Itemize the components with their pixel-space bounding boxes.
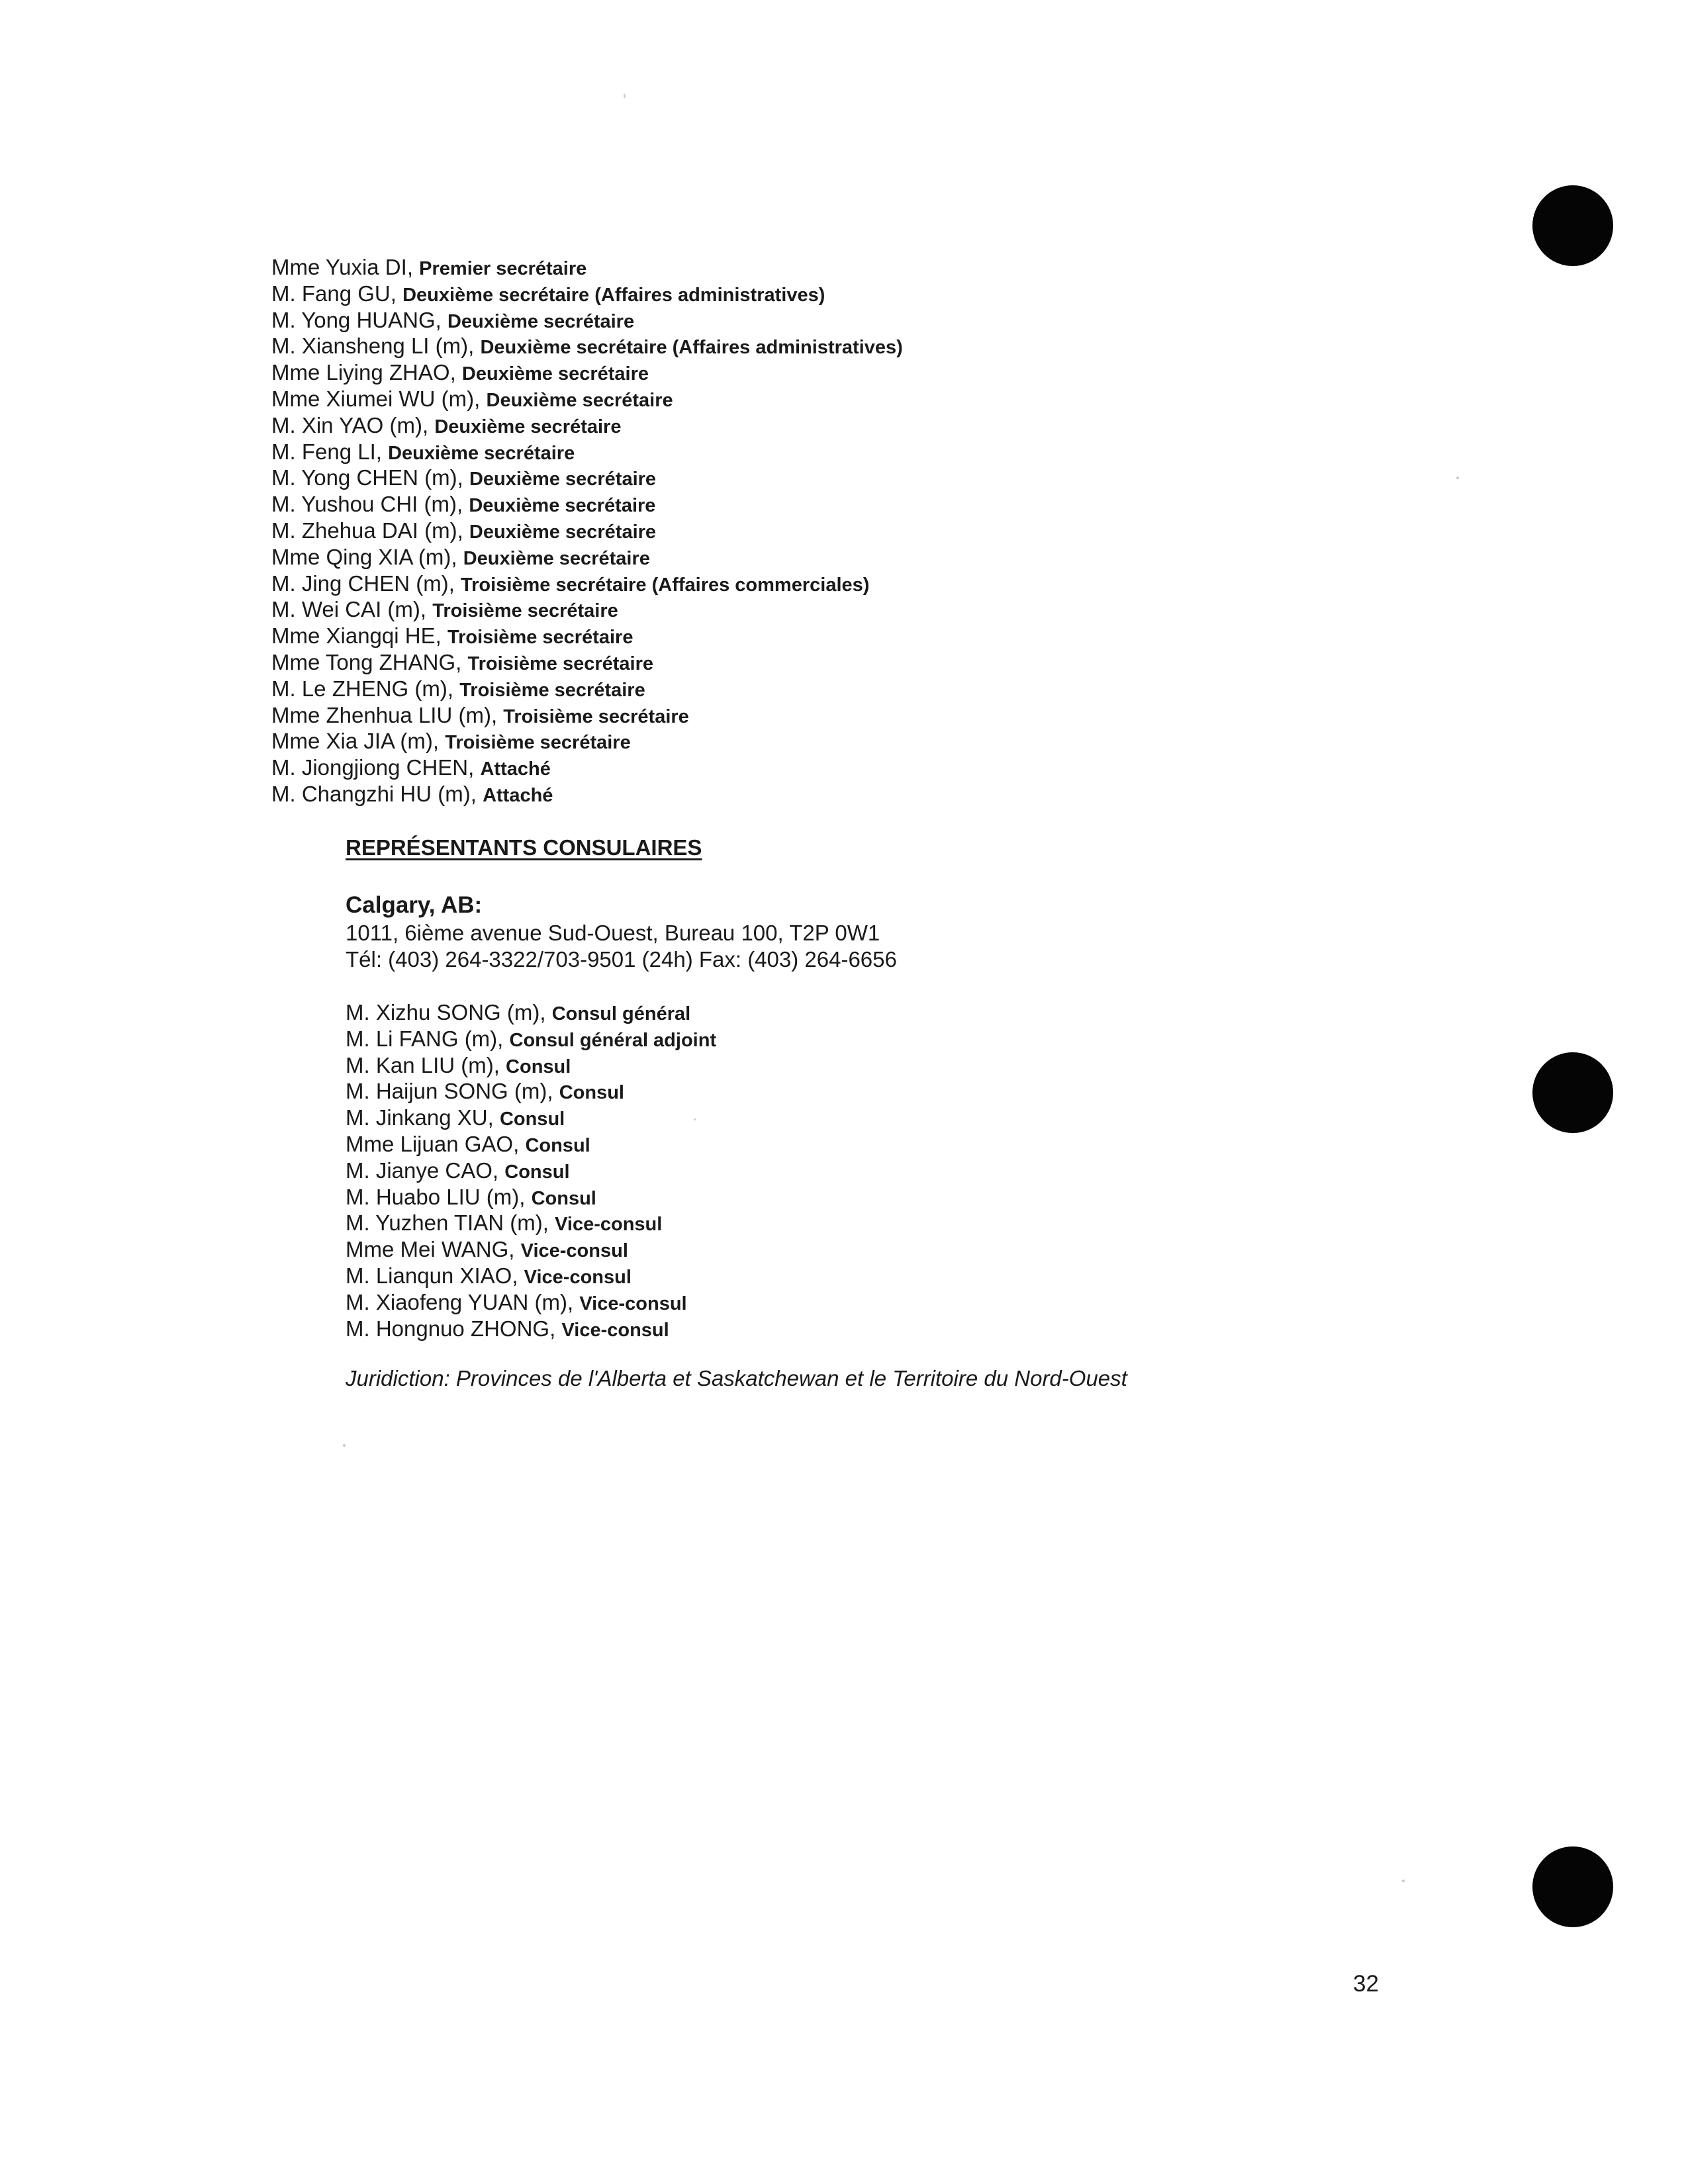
separator-comma: , [549,1316,562,1341]
staff-name: Mme Liying ZHAO [271,360,450,385]
staff-name: Mme Lijuan GAO [346,1131,514,1156]
staff-title: Consul [559,1082,624,1104]
separator-comma: , [497,1026,510,1051]
staff-name: Mme Xia JIA (m) [271,729,433,754]
staff-entry [271,570,1529,597]
staff-entry [271,307,1529,334]
office-phone: Tél: (403) 264-3322/703-9501 (24h) Fax: (403) 264-6656 [346,947,897,972]
staff-name: Mme Zhenhua LIU (m) [271,702,491,727]
embassy-staff-list [271,254,1529,807]
separator-comma: , [513,1131,526,1156]
staff-entry [346,1078,1537,1105]
staff-title: Troisième secrétaire [459,679,645,701]
staff-title: Vice-consul [579,1293,687,1314]
separator-comma: , [493,1052,506,1077]
staff-entry [271,754,1529,781]
staff-entry [271,596,1529,623]
separator-comma: , [375,439,389,464]
staff-entry [346,1316,1537,1342]
separator-comma: , [457,465,469,490]
jurisdiction-note: Juridiction: Provinces de l'Alberta et Saskatchewan et le Territoire du Nord-Ouest [346,1366,1127,1391]
staff-title: Attaché [480,758,551,780]
staff-entry [271,781,1529,807]
separator-comma: , [449,360,462,385]
separator-comma: , [491,702,504,727]
staff-name: M. Yong CHEN (m) [271,465,457,490]
office-city: Calgary, AB: [346,892,483,918]
separator-comma: , [456,492,469,517]
staff-title: Troisième secrétaire [467,653,653,674]
separator-comma: , [406,255,420,279]
staff-title: Attaché [483,784,553,806]
scan-speck [343,1444,346,1447]
scan-speck [624,94,626,98]
staff-title: Consul [506,1056,571,1077]
staff-entry [271,623,1529,649]
staff-name: M. Xin YAO (m) [271,412,422,437]
separator-comma: , [547,1079,559,1104]
staff-entry [346,1131,1537,1158]
staff-title: Consul [531,1187,596,1209]
staff-name: M. Jiongjiong CHEN [271,755,469,780]
staff-name: M. Le ZHENG (m) [271,676,447,701]
staff-name: M. Fang GU [271,281,391,306]
staff-name: M. Jianye CAO [346,1158,492,1183]
staff-title: Deuxième secrétaire [447,310,635,332]
separator-comma: , [420,597,433,622]
separator-comma: , [539,1000,552,1024]
punch-hole [1532,1846,1613,1927]
separator-comma: , [508,1237,521,1262]
scan-speck [1402,1880,1405,1882]
staff-entry [271,412,1529,439]
staff-entry [346,1158,1537,1184]
staff-name: M. Xizhu SONG (m) [346,1000,540,1024]
staff-name: M. Huabo LIU (m) [346,1184,520,1209]
staff-entry [346,1026,1537,1052]
staff-entry [346,999,1537,1026]
staff-title: Consul [525,1134,590,1156]
staff-entry [346,1052,1537,1079]
separator-comma: , [542,1210,555,1236]
staff-entry [346,1210,1537,1236]
staff-entry [271,281,1529,307]
separator-comma: , [474,386,487,411]
staff-entry [271,518,1529,544]
consular-staff-list [346,999,1537,1342]
staff-title: Consul général adjoint [509,1029,717,1051]
staff-title: Vice-consul [524,1266,632,1288]
staff-title: Troisième secrétaire [447,627,633,649]
staff-entry [271,491,1529,518]
separator-comma: , [432,729,445,754]
staff-entry [271,359,1529,386]
staff-title: Deuxième secrétaire [469,521,657,543]
staff-name: Mme Tong ZHANG [271,649,456,674]
staff-entry [271,649,1529,676]
staff-entry [346,1289,1537,1316]
staff-entry [346,1105,1537,1131]
separator-comma: , [455,649,468,674]
staff-name: Mme Yuxia DI [271,255,407,279]
staff-name: M. Xiansheng LI (m) [271,334,469,359]
staff-entry [271,386,1529,412]
separator-comma: , [447,676,460,701]
staff-title: Troisième secrétaire [445,732,631,754]
staff-entry [271,544,1529,570]
office-address: 1011, 6ième avenue Sud-Ouest, Bureau 100, T2P 0W1 [346,921,880,945]
staff-name: M. Haijun SONG (m) [346,1079,547,1104]
staff-name: Mme Mei WANG [346,1237,509,1262]
separator-comma: , [512,1263,524,1288]
staff-entry [346,1263,1537,1289]
separator-comma: , [567,1289,580,1314]
staff-name: M. Changzhi HU (m) [271,781,471,806]
separator-comma: , [468,755,481,780]
staff-name: M. Li FANG (m) [346,1026,498,1051]
staff-title: Deuxième secrétaire [486,389,673,411]
staff-title: Vice-consul [520,1240,628,1262]
separator-comma: , [487,1105,500,1130]
staff-title: Consul général [551,1003,691,1024]
separator-comma: , [435,623,447,649]
consular-section [346,834,1537,1392]
separator-comma: , [390,281,403,306]
staff-title: Deuxième secrétaire [388,442,575,464]
staff-name: M. Yushou CHI (m) [271,492,457,517]
staff-entry [271,728,1529,754]
staff-title: Deuxième secrétaire [461,363,649,385]
punch-hole [1532,1052,1613,1133]
staff-title: Troisième secrétaire (Affaires commerciales) [461,574,870,596]
staff-title: Deuxième secrétaire [463,547,650,569]
separator-comma: , [470,781,483,806]
staff-name: M. Lianqun XIAO [346,1263,512,1288]
staff-name: M. Jing CHEN (m) [271,570,449,596]
staff-entry [271,333,1529,359]
separator-comma: , [451,544,463,569]
section-heading: REPRÉSENTANTS CONSULAIRES [346,835,702,860]
staff-name: M. Feng LI [271,439,376,464]
staff-name: Mme Qing XIA (m) [271,544,451,569]
separator-comma: , [457,518,469,543]
staff-name: M. Jinkang XU [346,1105,488,1130]
staff-name: M. Yong HUANG [271,307,436,332]
staff-name: M. Wei CAI (m) [271,597,420,622]
page-number: 32 [1353,1971,1379,1997]
staff-name: M. Kan LIU (m) [346,1052,494,1077]
staff-entry [271,254,1529,281]
staff-name: M. Zhehua DAI (m) [271,518,457,543]
separator-comma: , [422,412,435,437]
staff-name: Mme Xiumei WU (m) [271,386,475,411]
staff-entry [271,465,1529,491]
staff-title: Vice-consul [561,1319,669,1341]
separator-comma: , [435,307,447,332]
separator-comma: , [492,1158,505,1183]
separator-comma: , [448,570,461,596]
separator-comma: , [468,334,481,359]
staff-title: Premier secrétaire [419,258,587,279]
staff-name: M. Hongnuo ZHONG [346,1316,550,1341]
staff-entry [346,1184,1537,1210]
staff-entry [271,676,1529,702]
punch-hole [1532,185,1613,266]
staff-name: Mme Xiangqi HE [271,623,436,649]
staff-title: Deuxième secrétaire [434,416,622,437]
staff-title: Deuxième secrétaire (Affaires administratives) [402,284,825,306]
staff-entry [271,702,1529,729]
staff-entry [346,1236,1537,1263]
staff-title: Consul [499,1109,565,1130]
staff-name: M. Xiaofeng YUAN (m) [346,1289,567,1314]
staff-title: Vice-consul [555,1214,663,1236]
staff-title: Troisième secrétaire [432,600,618,622]
staff-title: Troisième secrétaire [503,705,689,727]
staff-entry [271,439,1529,465]
separator-comma: , [519,1184,532,1209]
staff-title: Deuxième secrétaire [469,495,656,517]
staff-name: M. Yuzhen TIAN (m) [346,1210,543,1236]
staff-title: Deuxième secrétaire [469,469,657,490]
staff-title: Deuxième secrétaire (Affaires administratives) [480,337,903,359]
staff-title: Consul [504,1161,570,1183]
